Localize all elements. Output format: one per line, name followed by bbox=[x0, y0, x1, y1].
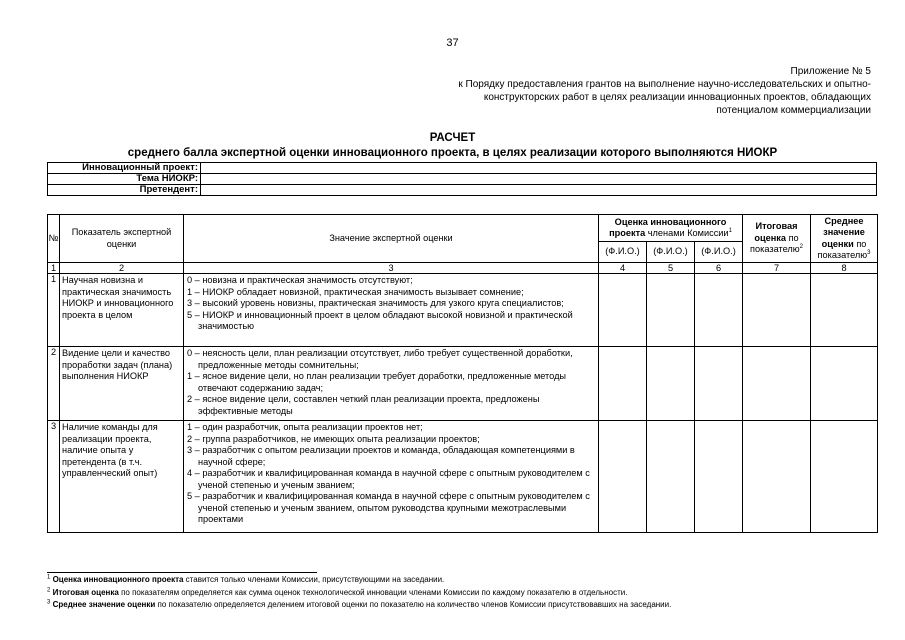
value-cell bbox=[184, 347, 599, 421]
column-number-row bbox=[48, 263, 878, 274]
value-option: 1 – один разработчик, опыта реализации проектов нет; bbox=[187, 422, 423, 432]
footnote-marker: 1 bbox=[47, 574, 51, 581]
total-cell[interactable] bbox=[743, 274, 811, 347]
header-number: № bbox=[48, 215, 60, 263]
header-fio-1: (Ф.И.О.) bbox=[599, 242, 647, 263]
score-cell[interactable] bbox=[647, 421, 695, 533]
footnote-separator bbox=[47, 572, 317, 573]
value-option: 1 – ясное видение цели, но план реализации требует доработки, предложенные методы отвечают содержанию задач; bbox=[187, 371, 567, 393]
appendix-reference-line-1: к Порядку предоставления грантов на выполнение научно-исследовательских и опытно- bbox=[458, 79, 871, 90]
footnote-term: Оценка инновационного проекта bbox=[52, 575, 184, 584]
column-number: 1 bbox=[48, 263, 60, 274]
footnote-3 bbox=[47, 600, 887, 610]
header-row bbox=[48, 215, 878, 242]
project-info-table bbox=[47, 162, 877, 196]
column-number: 6 bbox=[695, 263, 743, 274]
value-option: 5 – разработчик и квалифицированная команда в научной сфере с опытным руководителем с ученой степенью и ученым званием, опытом руководства крупными межотраслевыми проектами bbox=[187, 491, 590, 524]
indicator-cell: Научная новизна и практическая значимость НИОКР и инновационного проекта в целом bbox=[60, 274, 184, 347]
footnote-marker: 3 bbox=[47, 599, 51, 606]
header-total-rest: по показателю bbox=[750, 232, 800, 255]
applicant-label: Претендент: bbox=[48, 185, 201, 196]
footnote-ref-3: 3 bbox=[867, 249, 871, 256]
value-option: 3 – высокий уровень новизны, практическая значимость для узкого круга специалистов; bbox=[187, 298, 564, 308]
value-cell bbox=[184, 421, 599, 533]
page-number: 37 bbox=[446, 37, 459, 49]
score-cell[interactable] bbox=[647, 347, 695, 421]
footnote-term: Среднее значение оценки bbox=[52, 600, 156, 609]
project-info-row bbox=[48, 163, 877, 174]
header-fio-3: (Ф.И.О.) bbox=[695, 242, 743, 263]
header-total bbox=[743, 215, 811, 263]
score-cell[interactable] bbox=[647, 274, 695, 347]
footnote-term: Итоговая оценка bbox=[52, 588, 119, 597]
score-cell[interactable] bbox=[695, 347, 743, 421]
footnote-text: по показателю определяется делением итоговой оценки по показателю на количество членов Комиссии присутствовавших на заседании. bbox=[155, 600, 672, 609]
project-info-row bbox=[48, 185, 877, 196]
footnote-text: ставится только членами Комиссии, присутствующими на заседании. bbox=[183, 575, 445, 584]
row-number: 2 bbox=[48, 347, 60, 421]
value-option: 0 – неясность цели, план реализации отсутствует, либо требует существенной доработки, предложенные методы сомнительны; bbox=[187, 348, 573, 370]
header-value: Значение экспертной оценки bbox=[184, 215, 599, 263]
score-cell[interactable] bbox=[599, 421, 647, 533]
value-option: 1 – НИОКР обладает новизной, практическая значимость вызывает сомнение; bbox=[187, 286, 524, 297]
indicator-cell: Видение цели и качество проработки задач (плана) выполнения НИОКР bbox=[60, 347, 184, 421]
footnote-2 bbox=[47, 588, 887, 598]
header-average bbox=[811, 215, 878, 263]
row-number: 1 bbox=[48, 274, 60, 347]
column-number: 4 bbox=[599, 263, 647, 274]
header-commission-rest: членами Комиссии bbox=[645, 228, 729, 238]
innovation-project-label: Инновационный проект: bbox=[48, 163, 201, 174]
footnote-ref-1: 1 bbox=[728, 227, 732, 234]
niokr-topic-label: Тема НИОКР: bbox=[48, 174, 201, 185]
project-info-row bbox=[48, 174, 877, 185]
header-commission bbox=[599, 215, 743, 242]
value-option: 3 – разработчик с опытом реализации проектов и команда, обладающая компетенциями в научной сфере; bbox=[187, 445, 575, 467]
document-title: РАСЧЕТ bbox=[429, 132, 476, 144]
column-number: 3 bbox=[184, 263, 599, 274]
header-commission-bold: Оценка инновационного проекта bbox=[609, 216, 727, 238]
column-number: 7 bbox=[743, 263, 811, 274]
innovation-project-field[interactable] bbox=[201, 163, 877, 174]
footnote-text: по показателям определяется как сумма оценок технологической инновации членами Комиссии по каждому показателю в отдельности. bbox=[118, 588, 628, 597]
appendix-reference-line-2: конструкторских работ в целях реализации инновационных проектов, обладающих bbox=[483, 92, 871, 103]
evaluation-table bbox=[47, 214, 878, 533]
footnote-ref-2: 2 bbox=[799, 244, 803, 251]
score-cell[interactable] bbox=[695, 421, 743, 533]
applicant-field[interactable] bbox=[201, 185, 877, 196]
header-fio-2: (Ф.И.О.) bbox=[647, 242, 695, 263]
table-row bbox=[48, 274, 878, 347]
column-number: 8 bbox=[811, 263, 878, 274]
value-option: 4 – разработчик и квалифицированная команда в научной сфере с опытным руководителем с ученой степенью и ученым званием; bbox=[187, 468, 590, 490]
table-row bbox=[48, 347, 878, 421]
table-row bbox=[48, 421, 878, 533]
header-total-bold: Итоговая оценка bbox=[754, 221, 798, 243]
total-cell[interactable] bbox=[743, 421, 811, 533]
header-average-bold: Среднее значение оценки bbox=[821, 215, 865, 249]
document-subtitle: среднего балла экспертной оценки инновационного проекта, в целях реализации которого выполняются НИОКР bbox=[127, 147, 778, 159]
row-number: 3 bbox=[48, 421, 60, 533]
footnote-marker: 2 bbox=[47, 587, 51, 594]
value-option: 0 – новизна и практическая значимость отсутствуют; bbox=[187, 275, 413, 285]
appendix-reference-line-3: потенциалом коммерциализации bbox=[716, 105, 871, 116]
value-option: 2 – группа разработчиков, не имеющих опыта реализации проектов; bbox=[187, 433, 480, 444]
total-cell[interactable] bbox=[743, 347, 811, 421]
column-number: 2 bbox=[60, 263, 184, 274]
average-cell[interactable] bbox=[811, 274, 878, 347]
indicator-cell: Наличие команды для реализации проекта, наличие опыта у претендента (в т.ч. управленческий опыт) bbox=[60, 421, 184, 533]
score-cell[interactable] bbox=[599, 347, 647, 421]
value-cell bbox=[184, 274, 599, 347]
value-option: 5 – НИОКР и инновационный проект в целом обладают высокой новизной и практической значимостью bbox=[187, 309, 573, 331]
score-cell[interactable] bbox=[695, 274, 743, 347]
average-cell[interactable] bbox=[811, 421, 878, 533]
column-number: 5 bbox=[647, 263, 695, 274]
score-cell[interactable] bbox=[599, 274, 647, 347]
footnote-1 bbox=[47, 575, 887, 585]
niokr-topic-field[interactable] bbox=[201, 174, 877, 185]
average-cell[interactable] bbox=[811, 347, 878, 421]
value-option: 2 – ясное видение цели, составлен четкий план реализации проекта, предложены эффективные методы bbox=[187, 394, 540, 416]
header-average-rest: по показателю bbox=[817, 238, 868, 260]
appendix-number: Приложение № 5 bbox=[790, 66, 871, 77]
header-indicator: Показатель экспертной оценки bbox=[60, 215, 184, 263]
